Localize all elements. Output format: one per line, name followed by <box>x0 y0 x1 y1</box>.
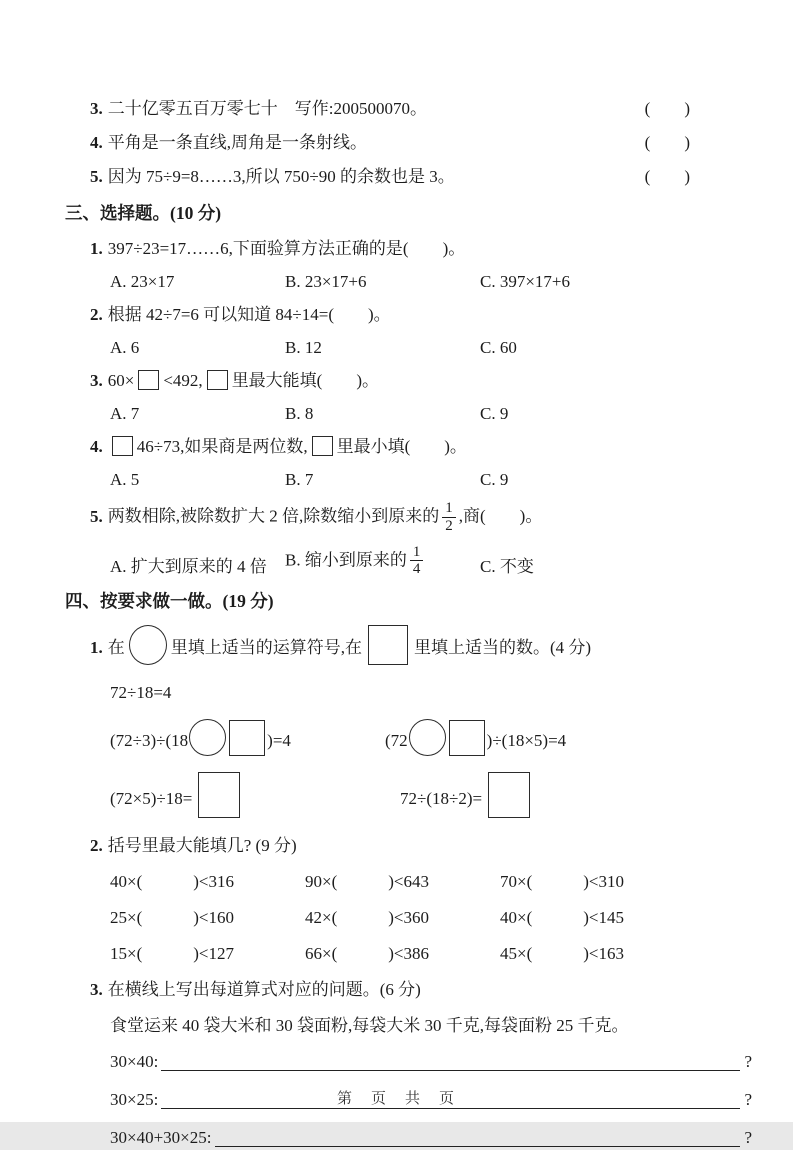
fraction-one-quarter <box>410 545 424 579</box>
equation-text: )÷(18×5)=4 <box>486 731 567 750</box>
question-number: 2. <box>90 305 103 324</box>
s4-q2-row <box>110 906 753 930</box>
answer-box <box>198 772 240 818</box>
option-a: A. 6 <box>110 338 140 357</box>
section-four-heading: 四、按要求做一做。(19 分) <box>65 591 274 611</box>
s4-q3-context: 食堂运来 40 袋大米和 30 袋面粉,每袋大米 30 千克,每袋面粉 25 千克。 <box>110 1016 629 1035</box>
fill-expression: 42×( )<360 <box>305 908 429 927</box>
choice-q2-stem <box>90 303 753 327</box>
tf-item <box>90 132 690 154</box>
question-number: 3. <box>90 371 103 390</box>
option-c: C. 不变 <box>480 557 534 576</box>
choice-section-heading: 三、选择题。(10 分) <box>65 203 222 223</box>
equation-left <box>110 719 385 756</box>
option-b: B. 23×17+6 <box>285 272 367 291</box>
expression-label: 30×25: <box>110 1090 159 1109</box>
question-number: 1. <box>90 638 103 657</box>
answer-blank-line <box>161 1051 740 1071</box>
fraction-one-half <box>442 501 456 535</box>
answer-line <box>110 1050 752 1074</box>
tf-item-text <box>90 132 367 154</box>
option-a: A. 扩大到原来的 4 倍 <box>110 557 267 576</box>
question-text: 里最小填( )。 <box>336 437 467 456</box>
option-a: A. 7 <box>110 404 140 423</box>
question-text: 两数相除,被除数扩大 2 倍,除数缩小到原来的 <box>107 506 440 526</box>
answer-box <box>488 772 530 818</box>
option-a: A. 23×17 <box>110 272 175 291</box>
page-footer: 第 页 共 页 <box>336 1090 456 1107</box>
tf-item-text <box>90 98 427 120</box>
answer-blank-line <box>215 1127 741 1147</box>
blank-box <box>312 436 333 456</box>
section-four <box>65 588 753 1150</box>
blank-box <box>112 436 133 456</box>
s4-q3-stem <box>90 978 753 1002</box>
question-number: 4. <box>90 437 103 456</box>
tf-item <box>90 166 690 188</box>
question-text: 里填上适当的数。(4 分) <box>414 638 592 657</box>
choice-section <box>65 200 753 578</box>
s4-q1-equation-row-2 <box>110 772 753 818</box>
s4-q1-stem <box>90 625 753 665</box>
choice-q2-options <box>110 337 753 359</box>
expression-label: 30×40+30×25: <box>110 1128 212 1147</box>
option-a: A. 5 <box>110 470 140 489</box>
tf-item <box>90 98 690 120</box>
tf-item-number: 4. <box>90 133 103 152</box>
question-text: 根据 42÷7=6 可以知道 84÷14=( )。 <box>107 305 391 324</box>
choice-q5-options <box>110 545 753 579</box>
tf-item-text <box>90 166 455 188</box>
option-c: C. 9 <box>480 470 509 489</box>
equation-left <box>110 772 400 818</box>
option-b <box>285 545 480 579</box>
question-text: 60× <box>107 371 135 390</box>
fraction-numerator: 1 <box>445 500 453 516</box>
choice-q3-options <box>110 403 753 425</box>
question-number: 1. <box>90 239 103 258</box>
choice-q3-stem <box>90 369 753 393</box>
blank-circle <box>409 719 446 756</box>
fraction-numerator: 1 <box>412 543 421 560</box>
tf-item-statement: 二十亿零五百万零七十 写作:200500070。 <box>107 99 427 118</box>
tf-item-number: 3. <box>90 99 103 118</box>
question-text: 里填上适当的运算符号,在 <box>170 638 362 657</box>
expression-label: 30×40: <box>110 1052 159 1071</box>
blank-box <box>229 720 265 756</box>
question-text: <492, <box>163 371 203 390</box>
fill-expression: 90×( )<643 <box>305 872 429 891</box>
equation-text: )=4 <box>267 731 291 750</box>
question-number: 3. <box>90 980 103 999</box>
equation-right <box>385 719 566 756</box>
choice-q1-stem <box>90 237 753 261</box>
tf-answer-paren: ( ) <box>644 99 690 118</box>
equation-text: 72÷(18÷2)= <box>400 789 483 808</box>
choice-q1-options <box>110 271 753 293</box>
fill-expression: 40×( )<145 <box>500 908 624 927</box>
question-text: 在 <box>107 638 125 657</box>
equation-text: (72÷3)÷(18 <box>110 731 189 750</box>
question-mark: ? <box>744 1090 752 1109</box>
option-c: C. 60 <box>480 338 517 357</box>
fill-expression: 70×( )<310 <box>500 872 624 891</box>
blank-box <box>207 370 228 390</box>
question-text: ,商( )。 <box>458 506 543 526</box>
fraction-denominator: 2 <box>442 517 456 535</box>
equation-text: (72×5)÷18= <box>110 789 193 808</box>
question-text: 397÷23=17……6,下面验算方法正确的是( )。 <box>107 239 466 258</box>
blank-circle <box>129 625 167 665</box>
option-c: C. 397×17+6 <box>480 272 571 291</box>
question-number: 5. <box>90 506 103 526</box>
truefalse-section <box>65 98 753 188</box>
question-number: 2. <box>90 836 103 855</box>
tf-answer-paren: ( ) <box>644 133 690 152</box>
equation-text: (72 <box>385 731 408 750</box>
choice-q4-stem <box>90 435 753 459</box>
option-b-text: B. 缩小到原来的 <box>285 550 407 570</box>
fill-expression: 25×( )<160 <box>110 908 234 927</box>
fill-expression: 66×( )<386 <box>305 944 429 963</box>
tf-answer-paren: ( ) <box>644 167 690 186</box>
s4-q1-given-equation: 72÷18=4 <box>110 683 172 702</box>
answer-line <box>110 1126 752 1150</box>
tf-item-statement: 平角是一条直线,周角是一条射线。 <box>107 133 367 152</box>
tf-item-statement: 因为 75÷9=8……3,所以 750÷90 的余数也是 3。 <box>107 167 455 186</box>
choice-q5-stem <box>90 501 753 535</box>
option-c: C. 9 <box>480 404 509 423</box>
s4-q1-equation-row-1 <box>110 719 753 756</box>
equation-right <box>400 772 530 818</box>
question-mark: ? <box>744 1052 752 1071</box>
fill-expression: 15×( )<127 <box>110 944 234 963</box>
blank-box <box>368 625 408 665</box>
blank-box <box>449 720 485 756</box>
blank-box <box>138 370 159 390</box>
s4-q2-stem <box>90 834 753 858</box>
option-b: B. 7 <box>285 470 314 489</box>
blank-circle <box>189 719 226 756</box>
s4-q2-row <box>110 942 753 966</box>
question-text: 里最大能填( )。 <box>231 371 380 390</box>
fill-expression: 45×( )<163 <box>500 944 624 963</box>
s4-q2-row <box>110 870 753 894</box>
question-text: 括号里最大能填几? (9 分) <box>107 836 297 855</box>
question-text: 在横线上写出每道算式对应的问题。(6 分) <box>107 980 421 999</box>
option-b: B. 12 <box>285 338 322 357</box>
fraction-denominator: 4 <box>410 560 424 578</box>
option-b: B. 8 <box>285 404 314 423</box>
question-mark: ? <box>744 1128 752 1147</box>
question-text: 46÷73,如果商是两位数, <box>136 437 308 456</box>
tf-item-number: 5. <box>90 167 103 186</box>
fill-expression: 40×( )<316 <box>110 872 234 891</box>
choice-q4-options <box>110 469 753 491</box>
